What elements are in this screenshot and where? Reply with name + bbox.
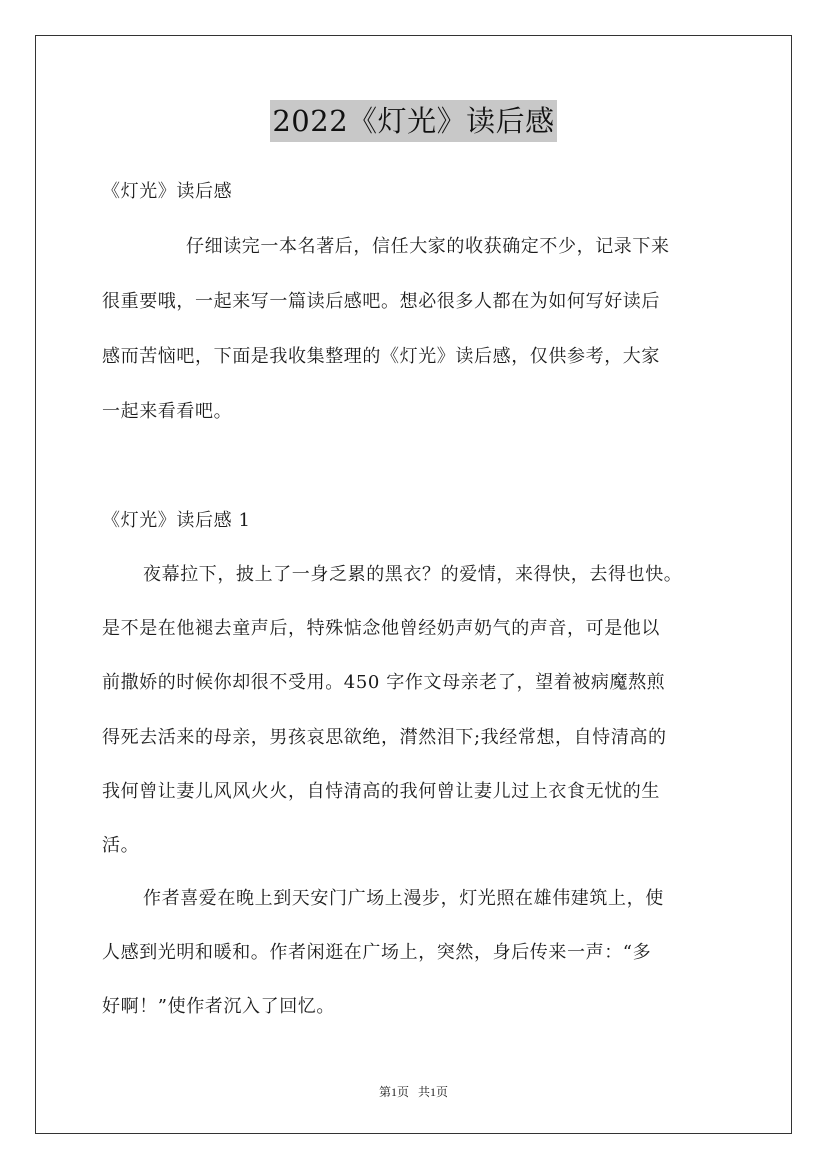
paragraph-line: 前撒娇的时候你却很不受用。450 字作文母亲老了，望着被病魔熬煎 <box>102 672 666 693</box>
intro-line: 很重要哦，一起来写一篇读后感吧。想必很多人都在为如何写好读后 <box>102 291 660 312</box>
paragraph-line: 是不是在他褪去童声后，特殊惦念他曾经奶声奶气的声音，可是他以 <box>102 618 660 639</box>
paragraph-line: 活。 <box>102 835 140 856</box>
intro-line: 感而苦恼吧，下面是我收集整理的《灯光》读后感，仅供参考，大家 <box>102 346 660 367</box>
intro-line: 仔细读完一本名著后，信任大家的收获确定不少，记录下来 <box>186 236 670 257</box>
paragraph-line: 作者喜爱在晚上到天安门广场上漫步，灯光照在雄伟建筑上，使 <box>143 888 664 909</box>
paragraph-line: 我何曾让妻儿风风火火，自恃清高的我何曾让妻儿过上衣食无忧的生 <box>102 781 660 802</box>
paragraph-line: 夜幕拉下，披上了一身乏累的黑衣？的爱情，来得快，去得也快。 <box>143 564 683 585</box>
section-heading: 《灯光》读后感 1 <box>102 510 251 531</box>
page-number: 第1页 <box>378 1085 409 1099</box>
intro-line: 一起来看看吧。 <box>102 401 233 422</box>
page-total: 共1页 <box>418 1085 449 1099</box>
paragraph-line: 得死去活来的母亲，男孩哀思欲绝，潸然泪下;我经常想，自恃清高的 <box>102 727 667 748</box>
title-container <box>0 100 827 142</box>
subtitle: 《灯光》读后感 <box>102 181 233 202</box>
paragraph-line: 好啊！”使作者沉入了回忆。 <box>102 996 336 1017</box>
paragraph-line: 人感到光明和暖和。作者闲逛在广场上，突然，身后传来一声：“多 <box>102 942 652 963</box>
page-footer <box>0 1083 827 1100</box>
document-title: 2022《灯光》读后感 <box>270 100 556 142</box>
